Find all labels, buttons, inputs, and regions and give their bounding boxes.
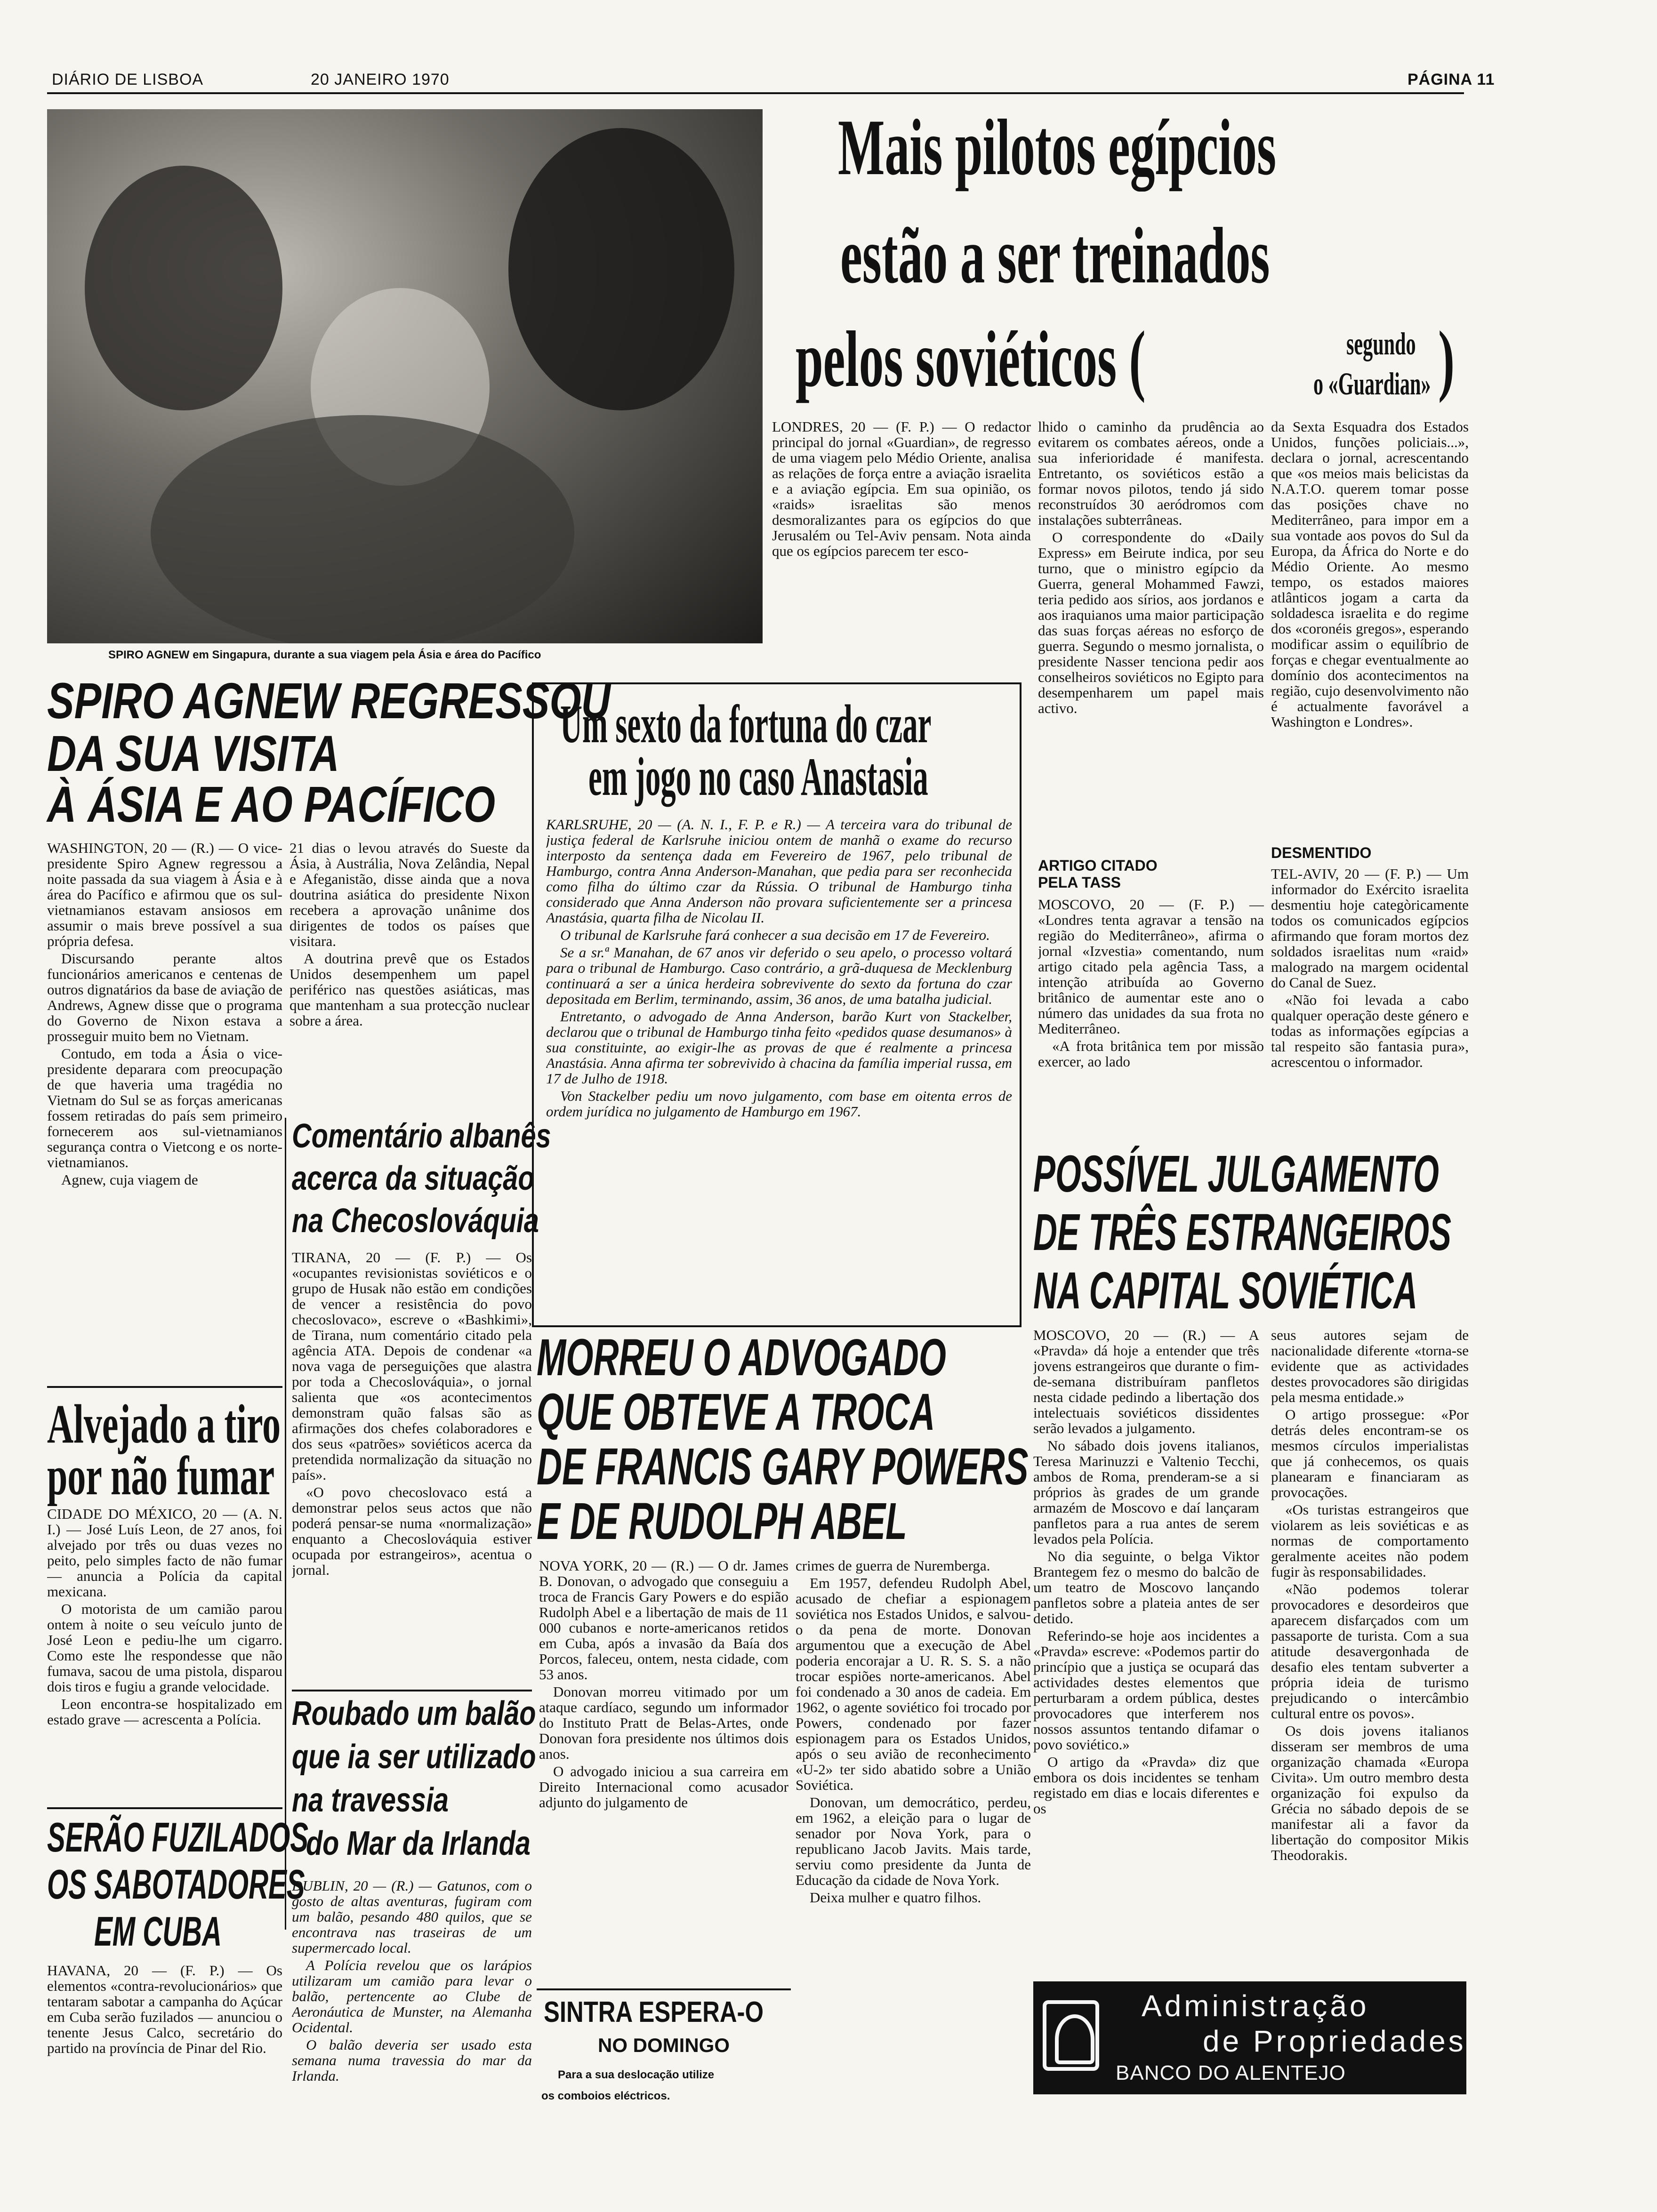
advogado-col2-para-1: crimes de guerra de Nuremberga. (796, 1558, 990, 1574)
balao-para-3: O balão deveria ser usado esta semana numa travessia do mar da Irlanda. (292, 2036, 532, 2084)
agnew-photo (47, 109, 763, 643)
main-story-col1-para: LONDRES, 20 — (F. P.) — O redactor principal do jornal «Guardian», de regresso de uma viagem pelo Médio Oriente, analisa as relações de força entre a aviação israelita e a aviação egípcia. Em sua opinião, os «raids» israelitas são menos desmoralizantes para os egípcios do que Jerusalém ou Tel-Aviv pensam. Nota ainda que os egípcios parecem ter esco- (772, 419, 1031, 559)
main-story-col3-para: da Sexta Esquadra dos Estados Unidos, funções policiais...», declara o jornal, acrescentando que «os meios mais belicistas da N.A.T.O. querem tomar posse das posições chave no Mediterrâneo, para impor em a sua vontade aos povos do Sul da Europa, da África do Norte e do Médio Oriente. Ao mesmo tempo, os estados maiores atlânticos jogam a carta da soldadesca israelita e do regime dos «coronéis gregos», esperando modificar assim o equilíbrio de forças e chegar eventualmente ao domínio dos acontecimentos na região, cujo desenvolvimento não é actualmente favorável a Washington e Londres». (1271, 419, 1469, 730)
sintra-line-2: NO DOMINGO (598, 2034, 730, 2056)
desmentido-para-1: TEL-AVIV, 20 — (F. P.) — Um informador do Exército israelita desmentiu hoje categòricamente todos os comunicados egípcios afirmando que foram mortos dez soldados israelitas num «raid» malogrado na margem ocidental do Canal de Suez. (1271, 866, 1469, 991)
albanes-body (292, 1250, 532, 1694)
masthead-paper: DIÁRIO DE LISBOA (52, 71, 204, 88)
alvejado-body (47, 1506, 282, 1800)
ad-line-3: BANCO DO ALENTEJO (1116, 2061, 1346, 2084)
agnew-col2-para-1: 21 dias o levou através do Sueste da Ásia, à Austrália, Nova Zelândia, Nepal e Afeganistão, disse ainda que a nova doutrina asiática do presidente Nixon recebera a aprovação unânime dos dirigentes de todos os países que visitara. (290, 840, 530, 949)
artigo-citado-para-2: «A frota britânica tem por missão exercer, ao lado (1038, 1038, 1264, 1070)
sabotadores-headline (47, 1814, 308, 1958)
albanes-headline-line-2: acerca da situação (292, 1160, 535, 1197)
albanes-left-rule (285, 1118, 286, 1930)
masthead-page: PÁGINA 11 (1408, 71, 1495, 88)
agnew-headline-line-3: À ÁSIA E AO PACÍFICO (47, 776, 496, 833)
alvejado-para-2: O motorista de um camião parou ontem à noite o seu veículo junto de José Leon e pediu-lhe um cigarro. Como este lhe respondesse que não fumava, sacou de uma pistola, disparou dois tiros e fugiu a grande velocidade. (47, 1601, 282, 1695)
balao-headline-line-4: do Mar da Irlanda (306, 1825, 531, 1862)
agnew-col1-para-3: Contudo, em toda a Ásia o vice-presidente deparara com preocupação de que haveria uma tragédia no Vietnam do Sul se as forças americanas fossem retiradas do país sem primeiro fornecerem aos sul-vietnamianos segurança contra o Vietcong e os norte-vietnamianos. (47, 1045, 282, 1170)
ad-line-1: Administração (1142, 1989, 1369, 2023)
agnew-headline-line-1: SPIRO AGNEW REGRESSOU (47, 672, 611, 729)
albanes-para-2: «O povo checoslovaco está a demonstrar pelos seus actos que não poderá pensar-se numa «normalização» enquanto a Checoslováquia estiver ocupada por estrangeiros», acentua o jornal. (292, 1484, 532, 1578)
desmentido-body (1271, 866, 1469, 1144)
desmentido-head: DESMENTIDO (1271, 844, 1372, 861)
main-title-line-3: pelos soviéticos ( (796, 315, 1146, 403)
sabotadores-headline-line-1: SERÃO FUZILADOS (47, 1814, 308, 1860)
anastasia-para-4: Entretanto, o advogado de Anna Anderson, barão Kurt von Stackelber, declarou que o tribunal de Hamburgo tinha feito «pedidos quase desumanos» à sua constituinte, ao exigir-lhe as provas de que é realmente a princesa Anastásia. Anna afirma ter sobrevivido à chacina da família imperial russa, em 17 de Julho de 1918. (546, 1008, 1012, 1087)
albanes-headline (292, 1117, 551, 1246)
photo-figure-right (508, 128, 734, 410)
julgamento-col1-para-1: MOSCOVO, 20 — (R.) — A «Pravda» dá hoje a entender que três jovens estrangeiros que durante o fim-de-semana distribuíram panfletos nesta cidade pedindo a libertação dos intelectuais soviéticos dissidentes serão levados a julgamento. (1033, 1327, 1259, 1436)
advogado-headline (537, 1329, 1036, 1553)
julgamento-col1-para-4: Referindo-se hoje aos incidentes a «Pravda» escreve: «Podemos partir do princípio que a justiça se ocupará das actividades destes elementos que perturbaram a ordem pública, destes provocadores que interferem nos nossos assuntos tentando difamar o povo soviético.» (1033, 1627, 1259, 1753)
albanes-para-1: TIRANA, 20 — (F. P.) — Os «ocupantes revisionistas soviéticos e o grupo de Husak não estão em condições de vencer a resistência do povo checoslovaco», escreve o «Bashkimi», de Tirana, num comentário citado pela agência ATA. Depois de condenar «a nova vaga de perseguições que alastra por toda a Checoslováquia», o jornal salienta que «os acontecimentos demonstram quão falsas são as afirmações dos chefes colaboradores e dos seus «patrões» soviéticos acerca da pretendida normalização da situação no país». (292, 1250, 532, 1483)
julgamento-col1-para-5: O artigo da «Pravda» diz que embora os dois incidentes se tenham registado em dias e locais diferentes e os (1033, 1754, 1259, 1817)
photo-caption: SPIRO AGNEW em Singapura, durante a sua viagem pela Ásia e área do Pacífico (108, 649, 541, 661)
main-story-col-2 (1038, 419, 1264, 857)
julgamento-headline (1033, 1145, 1466, 1322)
alvejado-headline-line-2: por não fumar (47, 1445, 275, 1507)
alvejado-para-3: Leon encontra-se hospitalizado em estado grave — acrescenta a Polícia. (47, 1696, 282, 1728)
sabotadores-headline-line-3: EM CUBA (94, 1908, 222, 1955)
julgamento-col2-para-4: «Não podemos tolerar provocadores e desordeiros que aparecem disfarçados com um passaporte de turista. Com a sua atitude desavergonhada de desafio eles tentam subverter a própria ideia de turismo prejudicando o intercâmbio cultural entre os povos». (1271, 1581, 1469, 1722)
masthead-date: 20 JANEIRO 1970 (311, 71, 450, 88)
anastasia-body (546, 817, 1012, 1311)
advogado-col2-para-4: Deixa mulher e quatro filhos. (810, 1889, 981, 1906)
julgamento-col2-para-2: O artigo prossegue: «Por detrás deles encontram-se os mesmos círculos imperialistas que já conhecemos, os quais planearam e financiaram as provocações. (1271, 1406, 1469, 1500)
advogado-headline-line-3: DE FRANCIS GARY POWERS (537, 1438, 1029, 1496)
albanes-headline-line-1: Comentário albanês (292, 1117, 551, 1155)
balao-top-rule (292, 1690, 532, 1691)
agnew-headline-line-2: DA SUA VISITA (47, 725, 339, 782)
balao-para-2: A Polícia revelou que os larápios utilizaram um camião para levar o balão, pertencente ao Clube de Aeronáutica de Munster, na Alemanha Ocidental. (292, 1957, 532, 2036)
anastasia-headline-line-2: em jogo no caso Anastasia (588, 747, 928, 807)
anastasia-para-1: KARLSRUHE, 20 — (A. N. I., F. P. e R.) — A terceira vara do tribunal de justiça federal de Karlsruhe iniciou ontem de manhã o exame do recurso interposto da sentença dada em Fevereiro de 1967, pelo tribunal de Hamburgo, contra Anna Anderson-Manahan, que pedia para ser reconhecida como filha do último czar da Rússia. O tribunal de Hamburgo tinha considerado que Anna Anderson não provara suficientemente ser a princesa Anastásia, quarta filha de Nicolau II. (546, 817, 1012, 926)
sintra-top-rule (537, 1988, 791, 1990)
advogado-col1-para-1: NOVA YORK, 20 — (R.) — O dr. James B. Donovan, o advogado que conseguiu a troca de Francis Gary Powers e do espião Rudolph Abel e a libertação de mais de 11 000 cubanos e norte-americanos retidos em Cuba, após a invasão da Baía dos Porcos, faleceu, ontem, nesta cidade, com 53 anos. (539, 1558, 788, 1683)
balao-headline-line-2: que ia ser utilizado (292, 1738, 536, 1776)
alvejado-headline (47, 1393, 282, 1507)
sabotadores-headline-line-2: OS SABOTADORES (47, 1861, 305, 1907)
advogado-col-2 (796, 1558, 1031, 2113)
julgamento-col-2 (1271, 1327, 1469, 1930)
main-story-col-3 (1271, 419, 1469, 833)
balao-body (292, 1878, 532, 2141)
albanes-headline-line-3: na Checoslováquia (292, 1202, 539, 1240)
artigo-citado-head-2: PELA TASS (1038, 874, 1121, 891)
advogado-col1-para-2: Donovan morreu vitimado por um ataque cardíaco, segundo um informador do Instituto Pratt de Belas-Artes, onde Donovan fora presidente nos últimos dois anos. (539, 1683, 788, 1762)
anastasia-para-5: Von Stackelber pediu um novo julgamento, com base em oitenta erros de ordem jurídica no julgamento de Hamburgo em 1967. (546, 1088, 1012, 1120)
balao-headline-line-1: Roubado um balão (292, 1695, 536, 1732)
advogado-col1-para-3: O advogado iniciou a sua carreira em Direito Internacional como acusador adjunto do julgamento de (539, 1763, 788, 1811)
masthead-rule (47, 92, 1464, 94)
julgamento-col2-para-3: «Os turistas estrangeiros que violarem as leis soviéticas e as normas de comportamento geralmente aceites não podem fugir às responsabilidades. (1271, 1501, 1469, 1580)
julgamento-col1-para-2: No sábado dois jovens italianos, Teresa Marinuzzi e Valtenio Tecchi, ambos de Roma, prenderam-se a si próprios às grades de um grande armazém de Moscovo e daí lançaram panfletos para a rua antes de serem levados pela Polícia. (1033, 1437, 1259, 1547)
photo-foliage (151, 415, 574, 643)
julgamento-headline-line-3: NA CAPITAL SOVIÉTICA (1033, 1262, 1418, 1320)
main-title-close-paren: ) (1438, 315, 1455, 403)
julgamento-col-1 (1033, 1327, 1259, 1981)
alvejado-headline-line-1: Alvejado a tiro (47, 1393, 281, 1455)
main-title-line-1: Mais pilotos egípcios (838, 103, 1277, 192)
agnew-col1-para-1: WASHINGTON, 20 — (R.) — O vice-presidente Spiro Agnew regressou a noite passada da sua viagem à Ásia e à área do Pacífico e afirmou que os sul-vietnamianos estavam ansiosos em assumir o mais breve possível a sua própria defesa. (47, 840, 282, 949)
sabotadores-body (47, 1963, 282, 2132)
agnew-col1-para-4: Agnew, cuja viagem de (61, 1171, 198, 1188)
desmentido-para-2: «Não foi levada a cabo qualquer operação deste género e todas as informações egípcias a tal respeito são fantasia pura», acrescentou o informador. (1271, 992, 1469, 1070)
agnew-headline (47, 672, 611, 833)
balao-headline-line-3: na travessia (292, 1781, 449, 1819)
agnew-col-1 (47, 840, 282, 1370)
advogado-headline-line-1: MORREU O ADVOGADO (537, 1329, 946, 1387)
balao-para-1: DUBLIN, 20 — (R.) — Gatunos, com o gosto de altas aventuras, fugiram com um balão, pesando 480 quilos, que se encontrava nas traseiras de um supermercado local. (292, 1878, 532, 1956)
julgamento-col1-para-3: No dia seguinte, o belga Viktor Brantegem fez o mesmo do balcão de um teatro de Moscovo lançando panfletos sobre a plateia antes de ser detido. (1033, 1548, 1259, 1627)
sintra-line-4: os comboios eléctricos. (541, 2090, 670, 2102)
agnew-col2-para-2: A doutrina prevê que os Estados Unidos desempenhem um papel periférico nas questões asiáticas, mas que mantenham a sua protecção nuclear sobre a área. (290, 950, 530, 1029)
main-headline (796, 104, 1469, 415)
anastasia-para-2: O tribunal de Karlsruhe fará conhecer a sua decisão em 17 de Fevereiro. (560, 927, 990, 943)
bank-logo-icon (1043, 2000, 1099, 2071)
advogado-headline-line-4: E DE RUDOLPH ABEL (537, 1492, 907, 1550)
ad-line-2: de Propriedades (1203, 2024, 1466, 2058)
agnew-col1-para-2: Discursando perante altos funcionários americanos e centenas de outros dignatários da base de aviação de Andrews, Agnew disse que o programa do Governo de Nixon estava a prosseguir muito bem no Vietnam. (47, 950, 282, 1044)
julgamento-headline-line-2: DE TRÊS ESTRANGEIROS (1033, 1203, 1451, 1261)
alvejado-para-1: CIDADE DO MÉXICO, 20 — (A. N. I.) — José Luís Leon, de 27 anos, foi alvejado por três ou duas vezes no peito, pelo simples facto de não fumar — anuncia a Polícia da capital mexicana. (47, 1506, 282, 1600)
balao-headline (292, 1695, 536, 1875)
julgamento-headline-line-1: POSSÍVEL JULGAMENTO (1033, 1145, 1439, 1203)
julgamento-col2-para-1: seus autores sejam de nacionalidade diferente «torna-se evidente que as actividades destes provocadores são dirigidas pela mesma entidade.» (1271, 1327, 1469, 1405)
main-story-col-1 (772, 419, 1031, 682)
artigo-citado-body (1038, 897, 1264, 1144)
sintra-line-3: Para a sua deslocação utilize (558, 2068, 715, 2081)
main-title-line-2: estão a ser treinados (840, 211, 1270, 300)
agnew-col-2 (290, 840, 530, 1111)
sabotadores-para: HAVANA, 20 — (F. P.) — Os elementos «contra-revolucionários» que tentaram sabotar a campanha do Açúcar em Cuba serão fuzilados — anunciou o tenente Jesus Calco, secretário do partido na província de Pinar del Rio. (47, 1963, 282, 2056)
photo-figure-left (85, 166, 282, 410)
main-story-col2-para-2: O correspondente do «Daily Express» em Beirute indica, por seu turno, que o ministro egípcio da Guerra, general Mohammed Fawzi, teria pedido aos sírios, aos jordanos e aos iraquianos uma maior participação das suas forças aéreas no esforço de guerra. Segundo o mesmo jornalista, o presidente Nasser tenciona pedir aos conselheiros soviéticos no Egipto para desempenharem um papel mais activo. (1038, 529, 1264, 716)
sintra-line-1: SINTRA ESPERA-O (544, 1996, 764, 2028)
anastasia-para-3: Se a sr.ª Manahan, de 67 anos vir deferido o seu apelo, o processo voltará para o tribunal de Hamburgo. Caso contrário, a grã-duquesa de Mecklenburg continuará a ser a única herdeira sobrevivente do sexto da fortuna do czar depositada em Berlim, terminando, assim, 36 anos, de uma batalha judicial. (546, 944, 1012, 1007)
advogado-col2-para-3: Donovan, um democrático, perdeu, em 1962, a eleição para o lugar de senador por Nova York, para o republicano Jacob Javits. Mais tarde, serviu como presidente da Junta de Educação da cidade de Nova York. (796, 1794, 1031, 1888)
main-story-col2-para-1: lhido o caminho da prudência ao evitarem os combates aéreos, onde a sua inferioridade é manifesta. Entretanto, os soviéticos estão a formar novos pilotos, tendo já sido reconstruídos 30 aeródromos com instalações subterrâneas. (1038, 419, 1264, 528)
alvejado-top-rule (47, 1386, 282, 1388)
main-title-aside-top: segundo (1346, 326, 1416, 361)
advogado-col-1 (539, 1558, 788, 1986)
main-title-aside-bottom: o «Guardian» (1313, 366, 1431, 401)
advogado-col2-para-2: Em 1957, defendeu Rudolph Abel, acusado de chefiar a espionagem soviética nos Estados Unidos, e salvou-o da pena de morte. Donovan argumentou que a execução de Abel poderia encorajar a U. R. S. S. a não trocar espiões norte-americanos. Abel foi condenado a 30 anos de cadeia. Em 1962, o agente soviético foi trocado por Powers, condenado por fazer espionagem para os Estados Unidos, após o seu avião de reconhecimento «U-2» ter sido abatido sobre a União Soviética. (796, 1575, 1031, 1793)
banco-alentejo-ad (1033, 1981, 1466, 2094)
anastasia-headline (546, 694, 1012, 807)
artigo-citado-para-1: MOSCOVO, 20 — (F. P.) — «Londres tenta agravar a tensão na região do Mediterrâneo», afirma o jornal «Izvestia» comentando, num artigo citado pela agência Tass, a intenção atribuída ao Governo britânico de aumentar este ano o número das unidades da sua frota no Mediterrâneo. (1038, 897, 1264, 1037)
julgamento-col2-para-5: Os dois jovens italianos disseram ser membros de uma organização chamada «Europa Civita». Um outro membro desta organização foi expulso da Grécia no sábado depois de se manifestar ali a favor da libertação do compositor Mikis Theodorakis. (1271, 1723, 1469, 1863)
anastasia-headline-line-1: Um sexto da fortuna do czar (560, 694, 932, 754)
advogado-headline-line-2: QUE OBTEVE A TROCA (537, 1383, 935, 1441)
artigo-citado-head-1: ARTIGO CITADO (1038, 857, 1158, 874)
sabotadores-top-rule (47, 1807, 282, 1809)
